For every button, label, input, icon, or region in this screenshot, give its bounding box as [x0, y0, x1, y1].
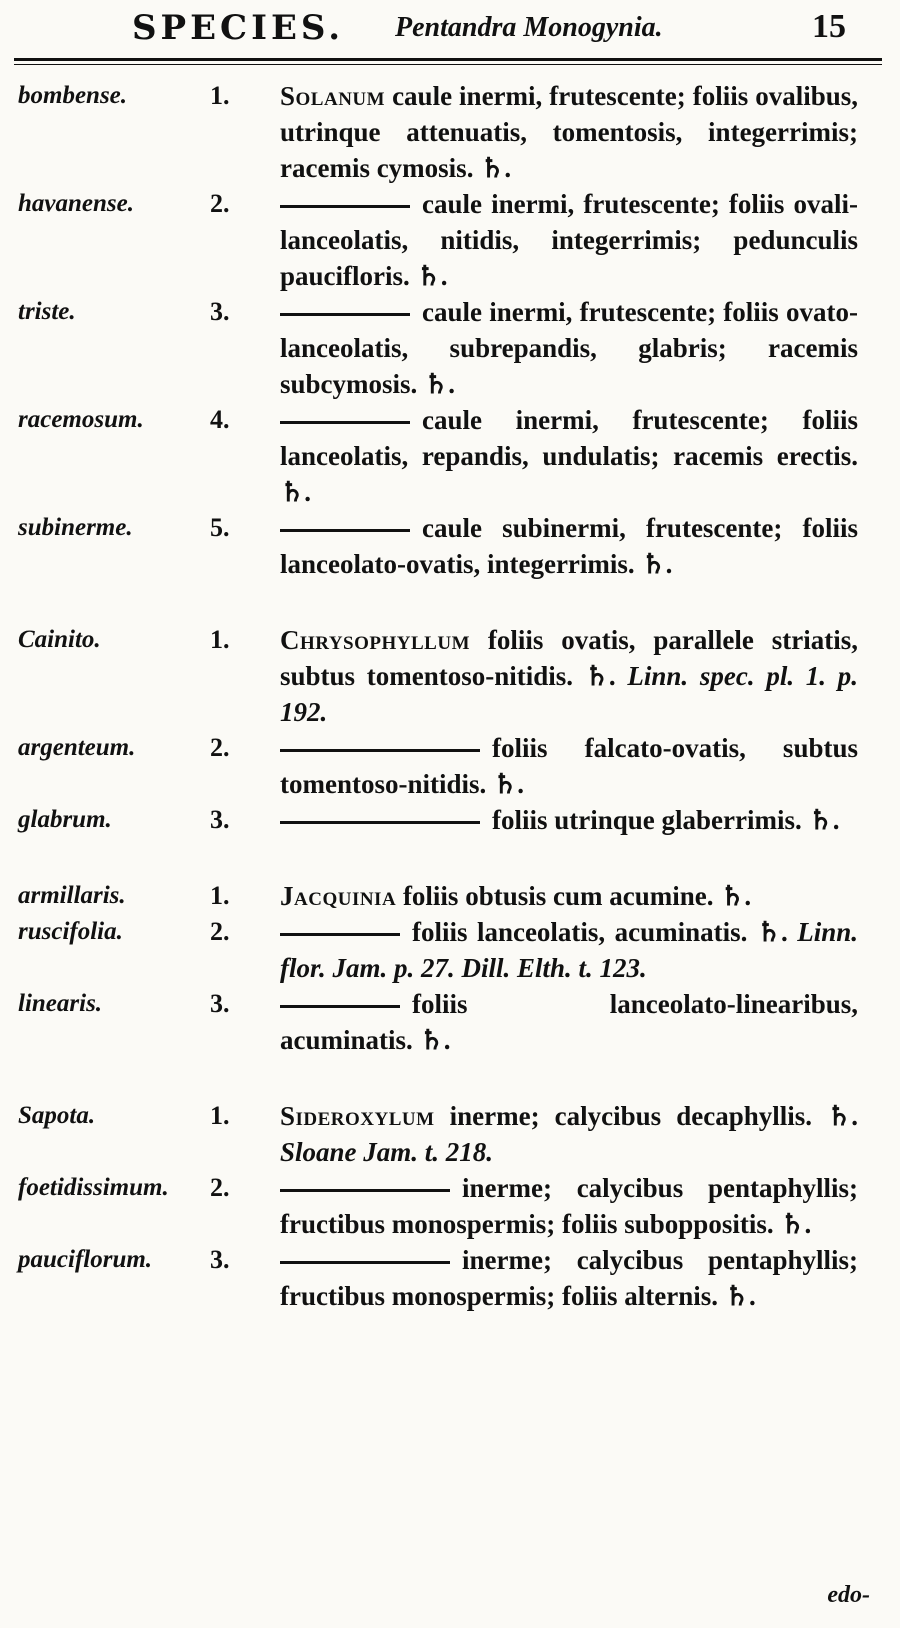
species-entry — [0, 78, 900, 186]
species-epithet: linearis. — [18, 990, 103, 1017]
species-description — [280, 186, 858, 294]
species-list — [0, 78, 900, 1314]
species-number: 1. — [210, 1101, 230, 1130]
species-entry — [0, 510, 900, 582]
citation: Linn. flor. Jam. p. 27. Dill. Elth. t. 123. — [280, 917, 858, 983]
species-number: 3. — [210, 1245, 230, 1274]
genus-name: Chrysophyllum — [280, 625, 471, 655]
species-number: 1. — [210, 881, 230, 910]
species-description — [280, 78, 858, 186]
species-entry — [0, 186, 900, 294]
species-epithet: argenteum. — [18, 734, 136, 761]
species-epithet: triste. — [18, 298, 76, 325]
species-entry — [0, 1170, 900, 1242]
species-description — [280, 510, 858, 582]
species-entry — [0, 986, 900, 1058]
species-entry — [0, 402, 900, 510]
header-rule-thin — [14, 64, 882, 65]
ditto-dash — [280, 313, 410, 316]
species-description — [280, 878, 858, 914]
species-number: 3. — [210, 297, 230, 326]
species-description — [280, 986, 858, 1058]
running-head-species: SPECIES. — [132, 8, 345, 48]
species-entry — [0, 1098, 900, 1170]
genus-name: Jacquinia — [280, 881, 397, 911]
species-description — [280, 1098, 858, 1170]
species-epithet: havanense. — [18, 190, 134, 217]
ditto-dash — [280, 1005, 400, 1008]
species-description — [280, 1170, 858, 1242]
species-entry — [0, 914, 900, 986]
species-description — [280, 802, 858, 838]
ditto-dash — [280, 529, 410, 532]
page-header — [0, 0, 900, 78]
species-number: 3. — [210, 989, 230, 1018]
diagnosis-text: foliis obtusis cum acumine. ♄. — [402, 881, 752, 911]
species-description — [280, 294, 858, 402]
species-entry — [0, 878, 900, 914]
diagnosis-text: caule inermi, frutescente; foliis ovalibus, utrinque attenuatis, tomentosis, integerrimis; racemis cymosis. ♄. — [280, 81, 858, 183]
species-epithet: glabrum. — [18, 806, 112, 833]
ditto-dash — [280, 421, 410, 424]
genus-name: Sideroxylum — [280, 1101, 435, 1131]
species-entry — [0, 294, 900, 402]
diagnosis-text: caule inermi, frutescente; foliis ovato-lanceolatis, subrepandis, glabris; racemis subcymosis. ♄. — [280, 297, 858, 399]
species-entry — [0, 802, 900, 838]
species-description — [280, 622, 858, 730]
ditto-dash — [280, 1189, 450, 1192]
header-rule-thick — [14, 58, 882, 61]
species-number: 2. — [210, 1173, 230, 1202]
page-number: 15 — [812, 8, 846, 45]
diagnosis-text: inerme; calycibus decaphyllis. ♄. — [449, 1101, 858, 1131]
ditto-dash — [280, 749, 480, 752]
diagnosis-text: inerme; calycibus pentaphyllis; fructibus monospermis; foliis suboppositis. ♄. — [280, 1173, 858, 1239]
species-description — [280, 402, 858, 510]
diagnosis-text: caule subinermi, frutescente; foliis lanceolato-ovatis, integerrimis. ♄. — [280, 513, 858, 579]
species-number: 5. — [210, 513, 230, 542]
species-epithet: foetidissimum. — [18, 1174, 169, 1201]
species-epithet: racemosum. — [18, 406, 144, 433]
citation: Linn. spec. pl. 1. p. 192. — [280, 661, 858, 727]
citation: Sloane Jam. t. 218. — [280, 1137, 494, 1167]
species-epithet: Cainito. — [18, 626, 101, 653]
species-number: 2. — [210, 733, 230, 762]
species-epithet: subinerme. — [18, 514, 133, 541]
species-number: 4. — [210, 405, 230, 434]
catchword: edo- — [827, 1582, 870, 1608]
diagnosis-text: foliis falcato-ovatis, subtus tomentoso-nitidis. ♄. — [280, 733, 858, 799]
species-number: 2. — [210, 189, 230, 218]
species-description — [280, 1242, 858, 1314]
species-number: 3. — [210, 805, 230, 834]
species-epithet: ruscifolia. — [18, 918, 123, 945]
diagnosis-text: foliis ovatis, parallele striatis, subtus tomentoso-nitidis. ♄. — [280, 625, 859, 691]
species-description — [280, 730, 858, 802]
species-number: 2. — [210, 917, 230, 946]
diagnosis-text: foliis lanceolatis, acuminatis. ♄. — [412, 917, 788, 947]
species-number: 1. — [210, 81, 230, 110]
diagnosis-text: caule inermi, frutescente; foliis ovali-lanceolatis, nitidis, integerrimis; pedunculis paucifloris. ♄. — [280, 189, 858, 291]
species-entry — [0, 622, 900, 730]
species-entry — [0, 730, 900, 802]
diagnosis-text: caule inermi, frutescente; foliis lanceolatis, repandis, undulatis; racemis erectis. ♄. — [280, 405, 858, 507]
ditto-dash — [280, 1261, 450, 1264]
ditto-dash — [280, 933, 400, 936]
species-entry — [0, 1242, 900, 1314]
species-epithet: pauciflorum. — [18, 1246, 153, 1273]
running-head-section: Pentandra Monogynia. — [395, 12, 663, 43]
species-description — [280, 914, 858, 986]
species-epithet: Sapota. — [18, 1102, 96, 1129]
diagnosis-text: inerme; calycibus pentaphyllis; fructibus monospermis; foliis alternis. ♄. — [280, 1245, 858, 1311]
species-epithet: armillaris. — [18, 882, 126, 909]
species-number: 1. — [210, 625, 230, 654]
diagnosis-text: foliis utrinque glaberrimis. ♄. — [492, 805, 840, 835]
species-epithet: bombense. — [18, 82, 128, 109]
genus-name: Solanum — [280, 81, 386, 111]
ditto-dash — [280, 205, 410, 208]
ditto-dash — [280, 821, 480, 824]
diagnosis-text: foliis lanceolato-linearibus, acuminatis. ♄. — [280, 989, 858, 1055]
